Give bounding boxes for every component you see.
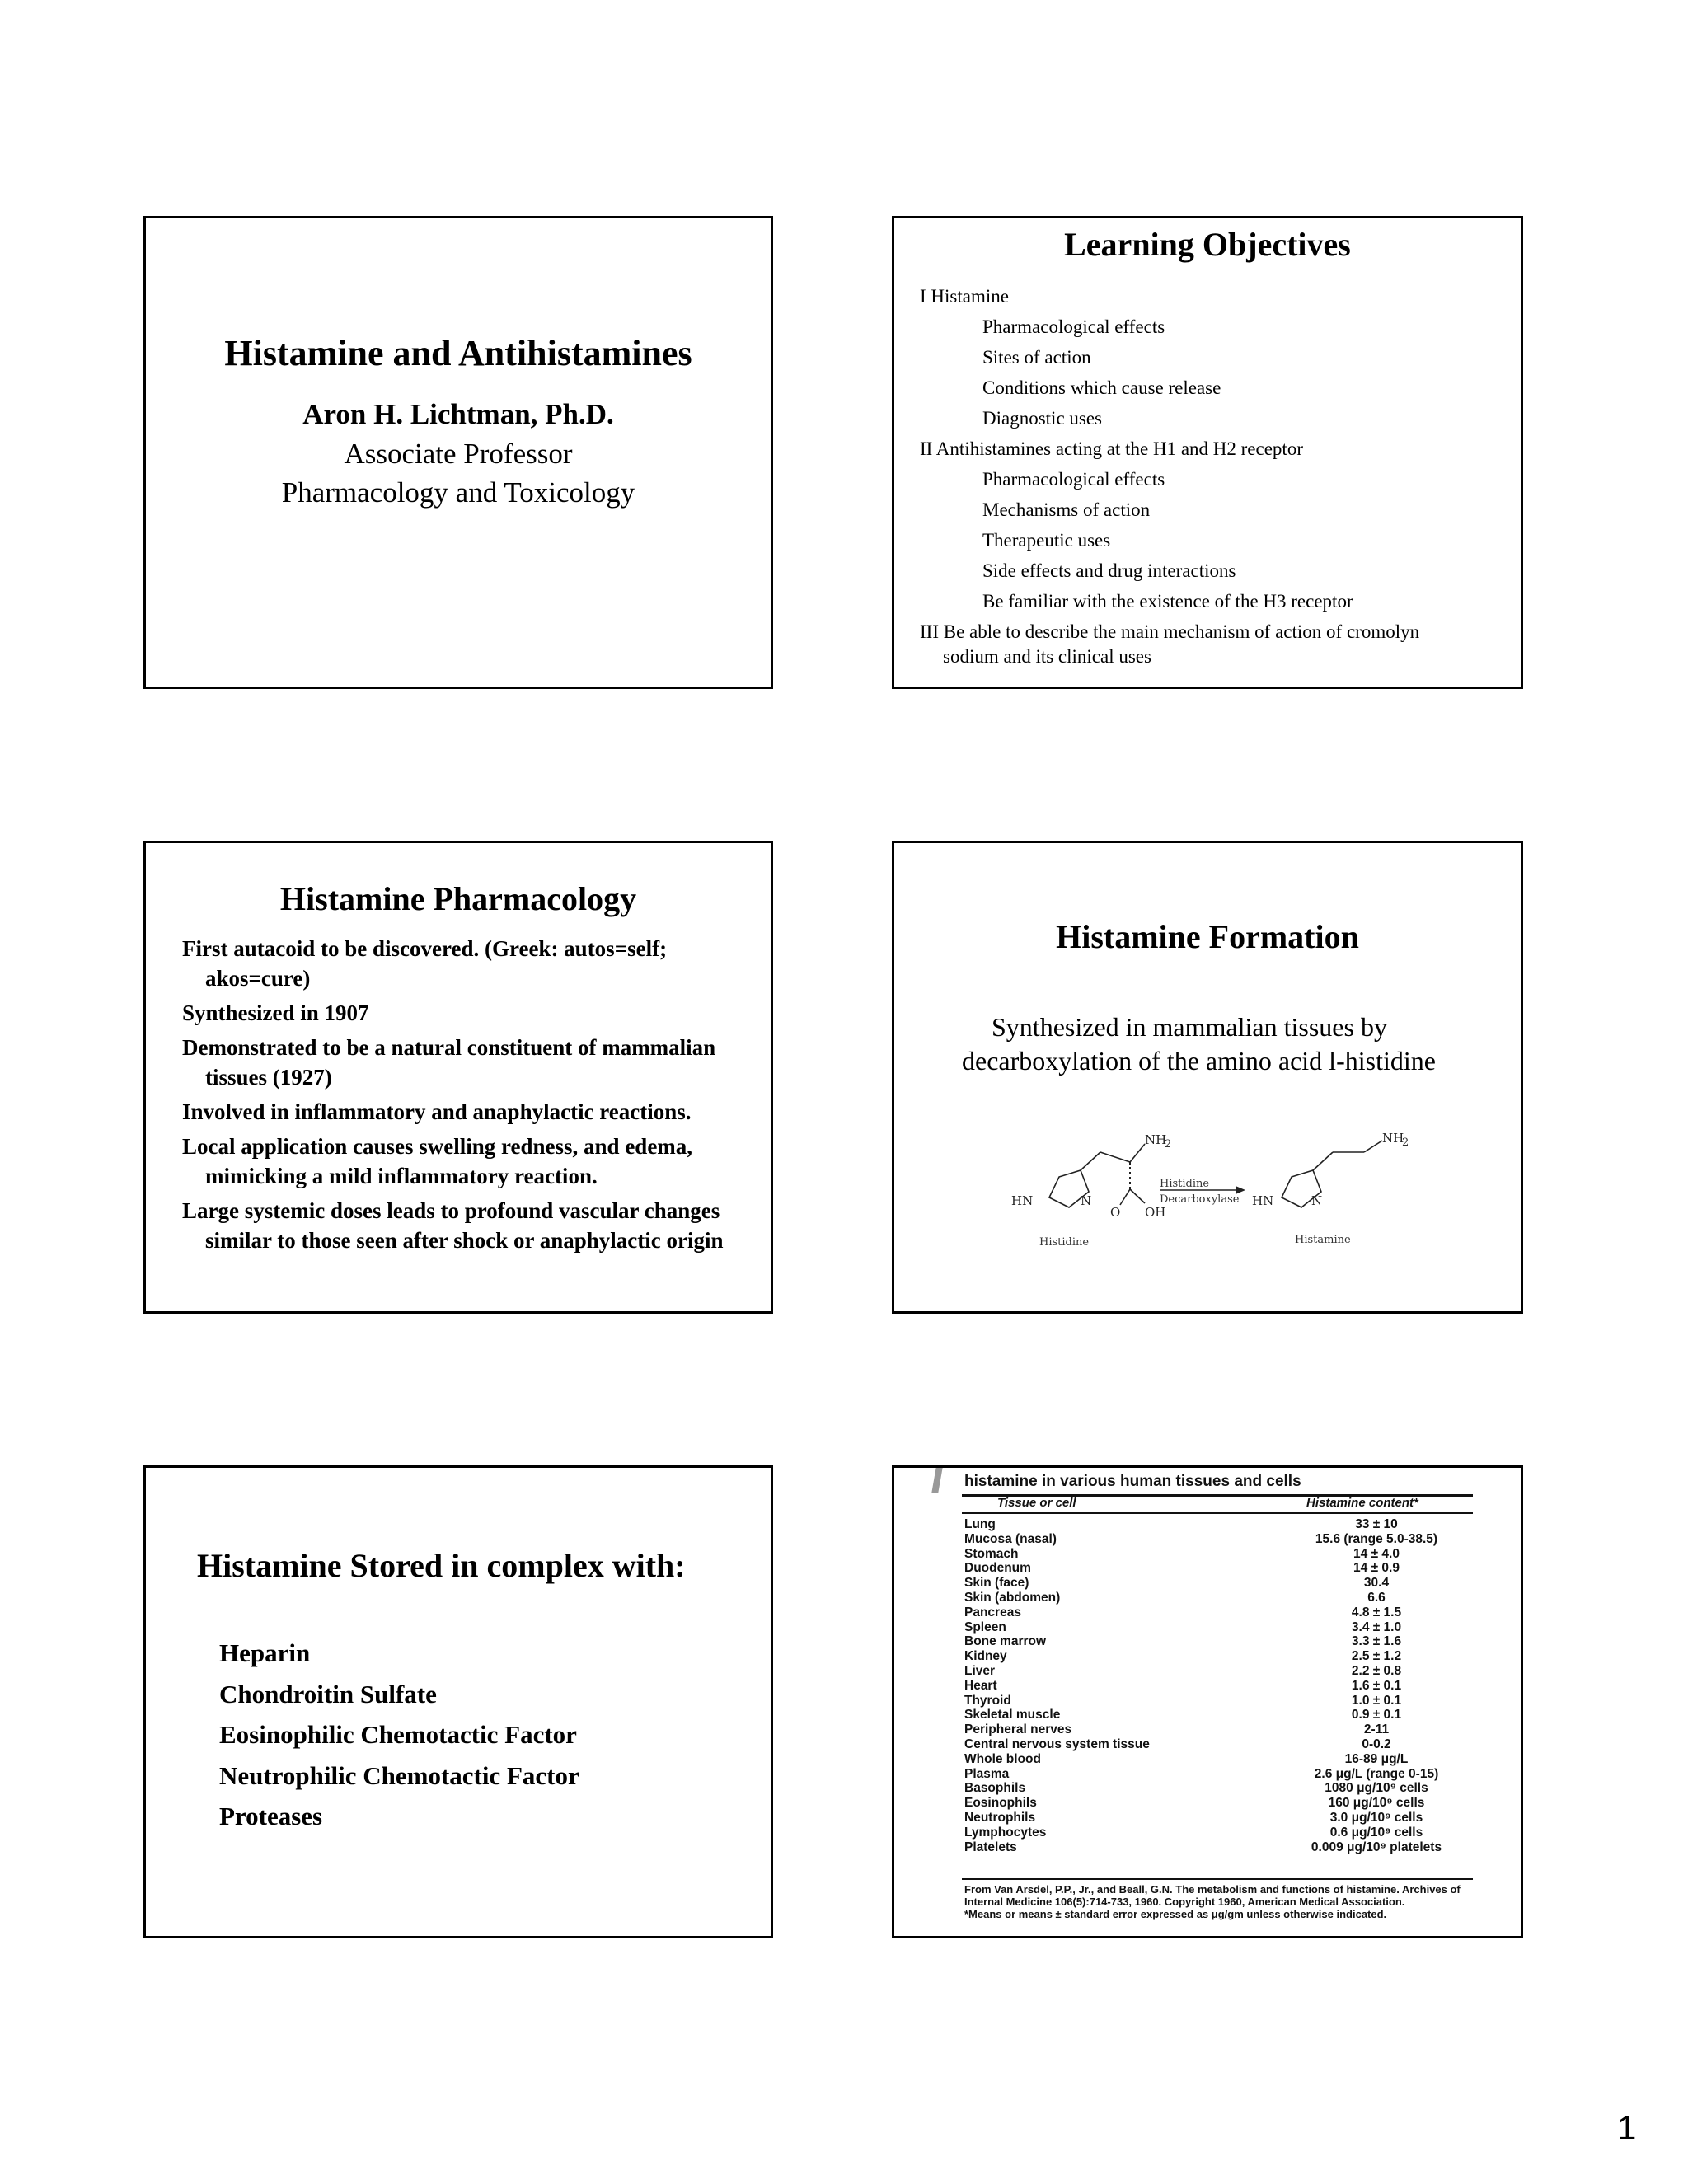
tissue-cell: Spleen [964,1619,1006,1634]
author-department: Pharmacology and Toxicology [281,476,635,509]
table-row [964,1767,1475,1782]
tissue-cell: Liver [964,1664,996,1678]
hn-label: HN [1011,1193,1034,1208]
table-row [964,1547,1475,1562]
tissue-cell: Mucosa (nasal) [964,1531,1057,1546]
histamine-value-cell: 0-0.2 [1362,1737,1391,1751]
table-row [964,1781,1475,1796]
slide-histamine-formation [892,841,1523,1314]
histamine-value-cell: 160 μg/10⁹ cells [1328,1796,1425,1811]
slide-histamine-pharmacology [143,841,773,1314]
n-label: N [1311,1193,1323,1208]
tissue-cell: Eosinophils [964,1796,1037,1811]
list-item: Involved in inflammatory and anaphylactic reactions. [182,1099,692,1124]
table-row [964,1752,1475,1767]
histamine-value-cell: 15.6 (range 5.0-38.5) [1315,1531,1438,1546]
objective-item: II Antihistamines acting at the H1 and H2 receptor [920,438,1303,459]
table-row [964,1825,1475,1840]
table-row [964,1708,1475,1722]
author-name: Aron H. Lichtman, Ph.D. [302,398,614,430]
author-position: Associate Professor [344,438,573,470]
objective-item: sodium and its clinical uses [943,646,1151,667]
tissue-cell: Thyroid [964,1693,1011,1708]
objective-item: Mechanisms of action [982,499,1151,520]
list-item: Neutrophilic Chemotactic Factor [219,1760,579,1790]
histamine-value-cell: 0.9 ± 0.1 [1351,1708,1402,1722]
histamine-value-cell: 33 ± 10 [1355,1517,1398,1531]
table-rule [962,1512,1473,1514]
table-row [964,1517,1475,1532]
histamine-value-cell: 1080 μg/10⁹ cells [1325,1781,1428,1796]
tissue-cell: Plasma [964,1766,1010,1781]
tissue-cell: Central nervous system tissue [964,1737,1150,1751]
objective-item: Be familiar with the existence of the H3 receptor [982,591,1353,612]
table-row [964,1576,1475,1591]
formation-text-line: Synthesized in mammalian tissues by [992,1012,1387,1042]
objective-item: I Histamine [920,286,1009,307]
citation: From Van Arsdel, P.P., Jr., and Beall, G.N. The metabolism and functions of histamine. Archives of Internal Medicine 106(5):714-733, 1960. Copyright 1960, American Medical Association. [964,1883,1461,1908]
slide-heading: Histamine Pharmacology [279,880,637,917]
bullet-list [182,934,754,1260]
list-item: Heparin [219,1638,311,1667]
list-item: Local application causes swelling redness, and edema, mimicking a mild inflammatory reaction. [182,1134,693,1188]
tissue-cell: Peripheral nerves [964,1722,1072,1737]
table-row [964,1532,1475,1547]
table-row [964,1605,1475,1620]
list-item: Synthesized in 1907 [182,1001,369,1025]
histamine-value-cell: 4.8 ± 1.5 [1351,1605,1402,1619]
tissue-cell: Whole blood [964,1751,1041,1766]
table-row [964,1664,1475,1679]
histamine-value-cell: 2.6 μg/L (range 0-15) [1314,1766,1439,1781]
objective-item: Diagnostic uses [982,408,1103,429]
formation-text-line: decarboxylation of the amino acid l-histidine [962,1046,1436,1076]
n-label: N [1081,1193,1092,1208]
histamine-value-cell: 1.6 ± 0.1 [1351,1678,1402,1693]
slide-heading: Histamine Formation [1056,918,1359,955]
histamine-label: Histamine [1295,1234,1351,1246]
slide-histamine-storage [143,1465,773,1938]
table-row [964,1634,1475,1649]
table-row [964,1561,1475,1576]
slide-histamine-tissue-table [892,1465,1523,1938]
slide-learning-objectives [892,216,1523,689]
histamine-value-cell: 0.6 μg/10⁹ cells [1329,1825,1423,1840]
slide-title [143,216,773,689]
nh2-label: NH [1145,1132,1167,1147]
table-row [964,1737,1475,1752]
table-title: histamine in various human tissues and cells [964,1473,1301,1490]
histamine-value-cell: 6.6 [1367,1591,1386,1605]
table-rule [962,1878,1473,1880]
objective-item: Sites of action [982,347,1091,368]
histamine-value-cell: 14 ± 0.9 [1353,1561,1400,1576]
tissue-cell: Kidney [964,1649,1007,1664]
scan-mark [931,1468,942,1493]
tissue-cell: Neutrophils [964,1811,1036,1825]
table-row [964,1722,1475,1737]
slide-heading: Learning Objectives [1064,226,1351,263]
table-row [964,1840,1475,1855]
table-row [964,1591,1475,1605]
o-label: O [1110,1205,1121,1220]
list-item: Chondroitin Sulfate [219,1679,437,1708]
histamine-value-cell: 30.4 [1363,1576,1390,1591]
histamine-value-cell: 3.3 ± 1.6 [1351,1634,1402,1649]
bullet-list [219,1633,579,1837]
tissue-cell: Heart [964,1678,997,1693]
histamine-value-cell: 16-89 μg/L [1344,1751,1409,1766]
page-number: 1 [1617,2108,1637,2147]
enzyme-label: Histidine [1160,1178,1210,1190]
objective-item: Conditions which cause release [982,377,1221,398]
tissue-cell: Basophils [964,1781,1026,1796]
objective-item: III Be able to describe the main mechanism of action of cromolyn [920,621,1420,642]
table-row [964,1679,1475,1694]
table-row [964,1796,1475,1811]
hn-label: HN [1252,1193,1274,1208]
decarboxylation-diagram [977,1127,1488,1251]
column-header: Tissue or cell [997,1496,1076,1510]
histamine-value-cell: 2.5 ± 1.2 [1351,1649,1402,1664]
histamine-value-cell: 2-11 [1363,1722,1390,1737]
tissue-cell: Skin (face) [964,1576,1029,1591]
histidine-label: Histidine [1039,1236,1090,1249]
tissue-cell: Bone marrow [964,1634,1047,1649]
list-item: Eosinophilic Chemotactic Factor [219,1720,577,1749]
list-item: Demonstrated to be a natural constituent of mammalian tissues (1927) [182,1035,716,1090]
histamine-value-cell: 1.0 ± 0.1 [1351,1693,1402,1708]
slide-heading: Histamine Stored in complex with: [197,1547,686,1584]
subscript-2: 2 [1402,1137,1409,1149]
tissue-cell: Lung [964,1517,996,1531]
oh-label: OH [1145,1205,1166,1220]
objective-item: Pharmacological effects [982,316,1165,337]
subscript-2: 2 [1165,1138,1172,1151]
table-row [964,1649,1475,1664]
histamine-value-cell: 0.009 μg/10⁹ platelets [1311,1840,1442,1854]
slide-title-heading: Histamine and Antihistamines [224,333,692,373]
units-note: *Means or means ± standard error expressed as μg/gm unless otherwise indicated. [964,1908,1387,1920]
tissue-cell: Lymphocytes [964,1825,1047,1840]
list-item: Proteases [219,1802,323,1830]
table-footnote [964,1883,1475,1920]
histamine-value-cell: 3.4 ± 1.0 [1351,1619,1402,1634]
list-item: Large systemic doses leads to profound vascular changes similar to those seen after shock or anaphylactic origin [182,1198,724,1253]
tissue-cell: Platelets [964,1840,1017,1854]
objective-item: Side effects and drug interactions [982,560,1236,581]
objective-item: Pharmacological effects [982,469,1165,490]
tissue-cell: Pancreas [964,1605,1021,1619]
nh2-label: NH [1382,1131,1404,1146]
tissue-cell: Skeletal muscle [964,1708,1061,1722]
histamine-value-cell: 2.2 ± 0.8 [1351,1664,1402,1678]
tissue-cell: Stomach [964,1546,1019,1561]
tissue-cell: Duodenum [964,1561,1031,1576]
histamine-content-table [894,1468,1521,1936]
tissue-cell: Skin (abdomen) [964,1591,1061,1605]
table-row [964,1694,1475,1708]
enzyme-label: Decarboxylase [1160,1193,1240,1206]
column-header: Histamine content* [1306,1496,1418,1510]
table-row [964,1811,1475,1825]
histamine-value-cell: 3.0 μg/10⁹ cells [1329,1811,1423,1825]
table-row [964,1620,1475,1635]
list-item: First autacoid to be discovered. (Greek: autos=self; akos=cure) [182,936,668,991]
histamine-value-cell: 14 ± 4.0 [1353,1546,1400,1561]
objective-item: Therapeutic uses [982,530,1111,551]
